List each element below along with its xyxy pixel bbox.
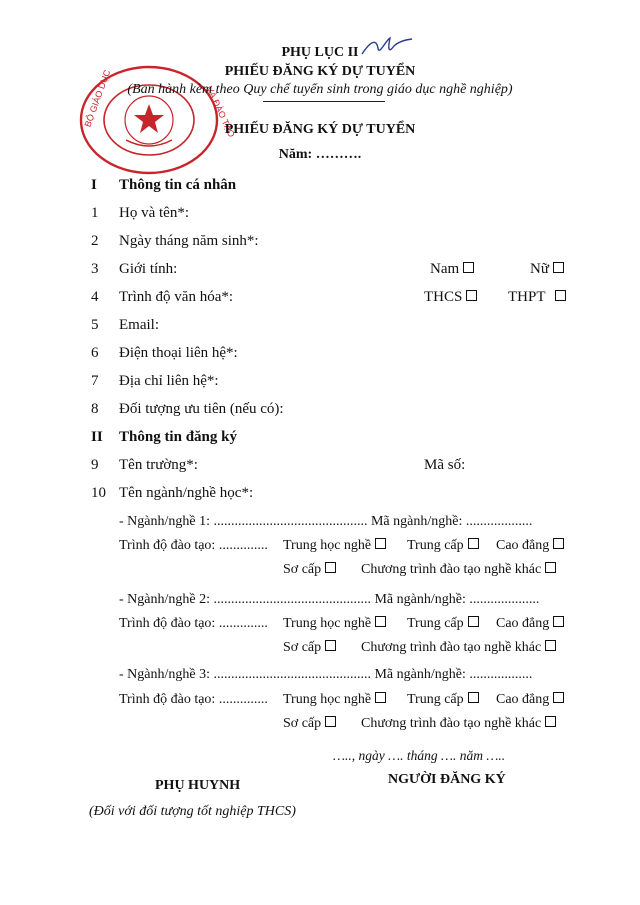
school-name-label: Tên trường*:: [119, 457, 198, 473]
option-label: Trung học nghề: [283, 692, 372, 707]
major-name-label: Tên ngành/nghề học*:: [119, 485, 254, 501]
major-3-option-college[interactable]: [496, 692, 564, 708]
major-3-option-other[interactable]: [361, 716, 556, 732]
major-3-line: - Ngành/nghề 3: ............................................. Mã ngành/nghề: ..................: [119, 667, 533, 682]
major-1-line: - Ngành/nghề 1: ............................................ Mã ngành/nghề: ...................: [119, 514, 533, 529]
row-number: 1: [91, 205, 99, 221]
education-thcs-option[interactable]: [424, 289, 477, 306]
checkbox[interactable]: [553, 616, 564, 627]
option-label: Nam: [430, 261, 460, 277]
major-1-option-other[interactable]: [361, 562, 556, 578]
school-code-label: Mã số:: [424, 457, 466, 473]
gender-male-option[interactable]: [430, 261, 474, 278]
option-label: Trung cấp: [407, 538, 464, 553]
year-line: Năm: ……….: [278, 147, 362, 162]
checkbox[interactable]: [553, 692, 564, 703]
checkbox[interactable]: [375, 538, 386, 549]
checkbox[interactable]: [463, 262, 474, 273]
issued-note: (Ban hành kèm theo Quy chế tuyển sinh trong giáo dục nghề nghiệp): [127, 82, 513, 97]
option-label: Trung cấp: [407, 692, 464, 707]
header-divider: [263, 101, 385, 102]
option-label: Trung học nghề: [283, 538, 372, 553]
major-2-option-intermediate[interactable]: [407, 616, 479, 632]
option-label: Cao đẳng: [496, 538, 550, 553]
seal-text-right: VÀ ĐÀO TẠO: [204, 84, 237, 139]
education-level-label: Trình độ văn hóa*:: [119, 289, 234, 305]
row-number: 7: [91, 373, 99, 389]
option-label: Sơ cấp: [283, 716, 322, 731]
row-number: 6: [91, 345, 99, 361]
major-2-level-label: Trình độ đào tạo: ..............: [119, 616, 268, 631]
checkbox[interactable]: [545, 716, 556, 727]
major-1-option-elementary[interactable]: [283, 562, 336, 578]
parent-note: (Đối với đối tượng tốt nghiệp THCS): [89, 804, 296, 819]
email-label: Email:: [119, 317, 159, 333]
checkbox[interactable]: [468, 538, 479, 549]
option-label: Sơ cấp: [283, 562, 322, 577]
major-2-option-other[interactable]: [361, 640, 556, 656]
gender-label: Giới tính:: [119, 261, 178, 277]
major-2-line: - Ngành/nghề 2: ............................................. Mã ngành/nghề: ....................: [119, 592, 540, 607]
option-label: Trung cấp: [407, 616, 464, 631]
form-title: PHIẾU ĐĂNG KÝ DỰ TUYỂN: [224, 64, 416, 79]
gender-female-option[interactable]: [530, 261, 564, 278]
checkbox[interactable]: [468, 616, 479, 627]
row-number: 9: [91, 457, 99, 473]
row-number: 2: [91, 233, 99, 249]
address-label: Địa chỉ liên hệ*:: [119, 373, 219, 389]
education-thpt-option[interactable]: [508, 289, 566, 306]
major-2-option-elementary[interactable]: [283, 640, 336, 656]
major-1-option-vocational-secondary[interactable]: [283, 538, 386, 554]
section-2-number: II: [91, 429, 103, 445]
priority-label: Đối tượng ưu tiên (nếu có):: [119, 401, 284, 417]
checkbox[interactable]: [468, 692, 479, 703]
option-label: THPT: [508, 289, 546, 305]
checkbox[interactable]: [545, 562, 556, 573]
parent-signature-title: PHỤ HUYNH: [155, 778, 241, 793]
checkbox[interactable]: [375, 692, 386, 703]
row-number: 3: [91, 261, 99, 277]
seal-text-left: BỘ GIÁO DỤC: [82, 68, 113, 129]
major-1-option-intermediate[interactable]: [407, 538, 479, 554]
option-label: Sơ cấp: [283, 640, 322, 655]
date-line: ….., ngày …. tháng …. năm …..: [333, 748, 506, 763]
option-label: THCS: [424, 289, 463, 305]
major-2-option-vocational-secondary[interactable]: [283, 616, 386, 632]
row-number: 5: [91, 317, 99, 333]
checkbox[interactable]: [545, 640, 556, 651]
row-number: 10: [91, 485, 106, 501]
section-1-number: I: [91, 177, 97, 193]
option-label: Nữ: [530, 261, 549, 277]
appendix-label: PHỤ LỤC II: [281, 45, 359, 60]
major-2-option-college[interactable]: [496, 616, 564, 632]
major-3-option-vocational-secondary[interactable]: [283, 692, 386, 708]
option-label: Chương trình đào tạo nghề khác: [361, 562, 542, 577]
option-label: Trung học nghề: [283, 616, 372, 631]
major-1-option-college[interactable]: [496, 538, 564, 554]
option-label: Cao đẳng: [496, 616, 550, 631]
option-label: Chương trình đào tạo nghề khác: [361, 716, 542, 731]
checkbox[interactable]: [555, 290, 566, 301]
checkbox[interactable]: [325, 716, 336, 727]
checkbox[interactable]: [553, 538, 564, 549]
major-1-level-label: Trình độ đào tạo: ..............: [119, 538, 268, 553]
phone-label: Điện thoại liên hệ*:: [119, 345, 238, 361]
checkbox[interactable]: [466, 290, 477, 301]
birth-date-label: Ngày tháng năm sinh*:: [119, 233, 259, 249]
full-name-label: Họ và tên*:: [119, 205, 189, 221]
section-2-title: Thông tin đăng ký: [119, 429, 237, 445]
row-number: 4: [91, 289, 99, 305]
option-label: Cao đẳng: [496, 692, 550, 707]
row-number: 8: [91, 401, 99, 417]
checkbox[interactable]: [375, 616, 386, 627]
checkbox[interactable]: [325, 562, 336, 573]
major-3-level-label: Trình độ đào tạo: ..............: [119, 692, 268, 707]
major-3-option-intermediate[interactable]: [407, 692, 479, 708]
major-3-option-elementary[interactable]: [283, 716, 336, 732]
section-1-title: Thông tin cá nhân: [119, 177, 237, 193]
checkbox[interactable]: [325, 640, 336, 651]
form-title-2: PHIẾU ĐĂNG KÝ DỰ TUYỂN: [224, 122, 416, 137]
option-label: Chương trình đào tạo nghề khác: [361, 640, 542, 655]
checkbox[interactable]: [553, 262, 564, 273]
registrant-signature-title: NGƯỜI ĐĂNG KÝ: [388, 772, 506, 787]
